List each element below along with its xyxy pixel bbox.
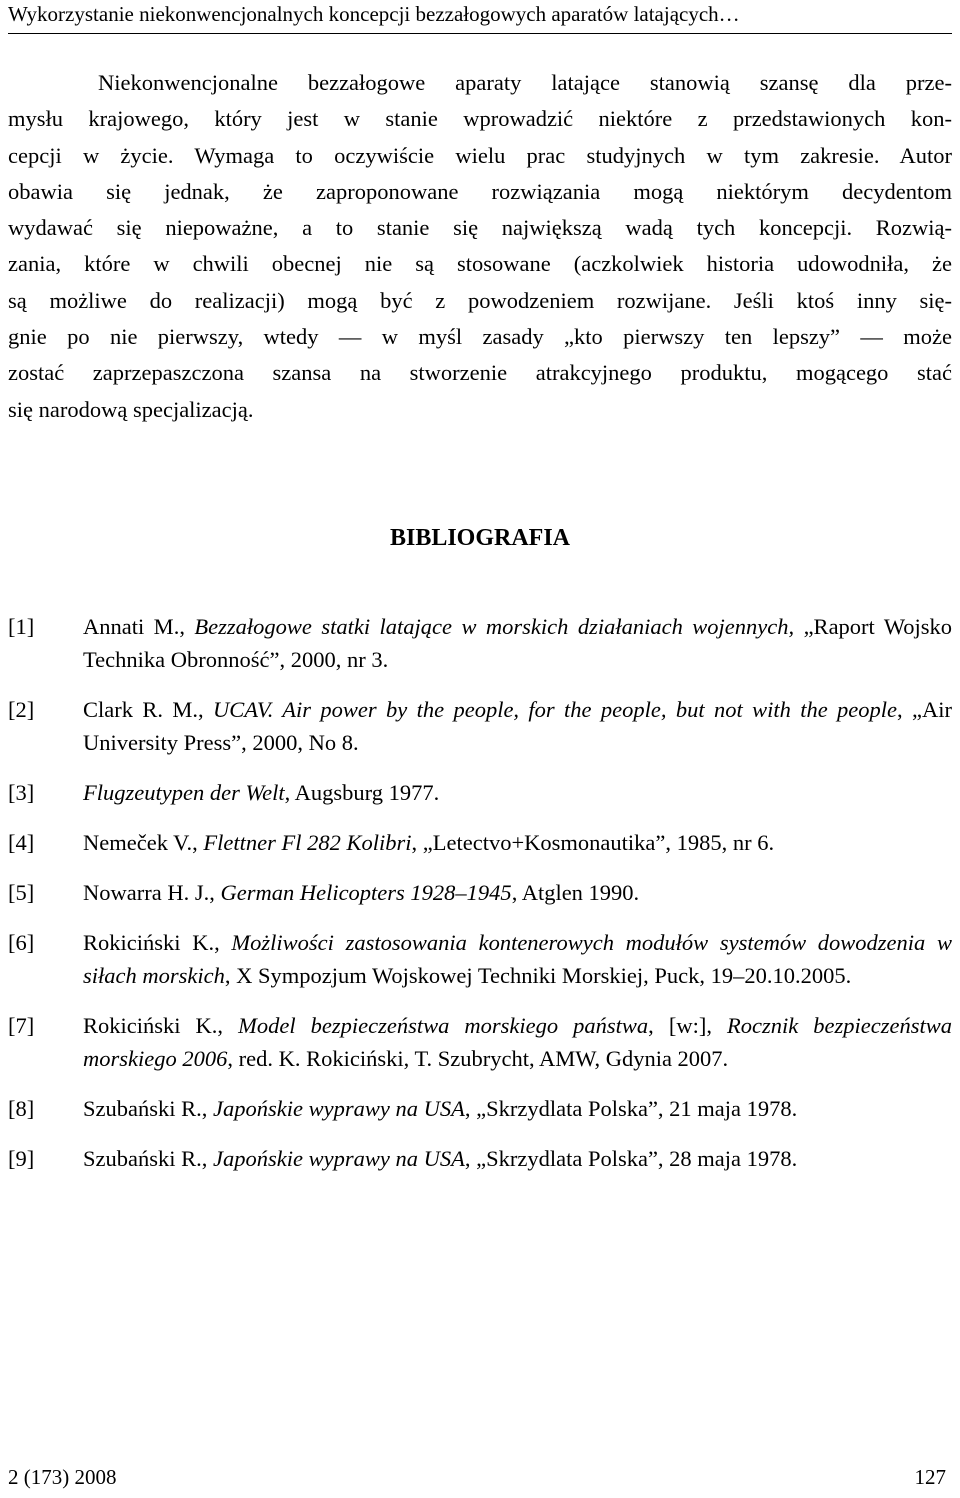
bib-entry: [2] Clark R. M., UCAV. Air power by the people, for the people, but not with the people, „Air University Press”, 2000, No 8.: [8, 693, 952, 759]
text-line: zania, które w chwili obecnej nie są stosowane (aczkolwiek historia udowodniła, że: [8, 251, 952, 277]
running-header: [8, 0, 952, 34]
text-line: gnie po nie pierwszy, wtedy — w myśl zasady „kto pierwszy ten lepszy” — może: [8, 324, 952, 350]
bib-author: Nemeček V.: [83, 830, 193, 855]
bib-author: Annati M.: [83, 614, 180, 639]
bib-title: Flettner Fl 282 Kolibri: [203, 830, 412, 855]
bib-title: UCAV. Air power by the people, for the people, but not with the people: [212, 697, 898, 722]
bib-number: [2]: [8, 697, 35, 722]
bib-number: [3]: [8, 780, 35, 805]
body-paragraph: [8, 65, 952, 428]
bib-author: Szubański R.: [83, 1146, 202, 1171]
bib-title: Japońskie wyprawy na USA: [213, 1146, 465, 1171]
bib-number: [9]: [8, 1146, 35, 1171]
bib-details: , „Skrzydlata Polska”, 28 maja 1978.: [464, 1146, 798, 1171]
bib-title: Model bezpieczeństwa morskiego państwa: [238, 1013, 649, 1038]
bib-entry: [5] Nowarra H. J., German Helicopters 1928–1945, Atglen 1990.: [8, 876, 952, 909]
issue-number: 2 (173) 2008: [8, 1465, 117, 1489]
text-line: obawia się jednak, że zaproponowane rozwiązania mogą niektórym decydentom: [8, 178, 952, 204]
bib-entry: [1] Annati M., Bezzałogowe statki latające w morskich działaniach wojennych, „Raport Wojsko Technika Obronność”, 2000, nr 3.: [8, 610, 952, 676]
bib-details: , Atglen 1990.: [511, 880, 640, 905]
bib-details: , red. K. Rokiciński, T. Szubrycht, AMW, Gdynia 2007.: [227, 1046, 729, 1071]
page-number: 127: [914, 1465, 946, 1489]
bib-author: Clark R. M.: [83, 697, 198, 722]
bib-author: Rokiciński K.: [83, 1013, 218, 1038]
bib-title: Bezzałogowe statki latające w morskich działaniach wojennych,: [194, 614, 795, 639]
bib-entry: [8, 776, 952, 809]
bib-number: [6]: [8, 930, 35, 955]
bib-entry: [7] Rokiciński K., Model bezpieczeństwa morskiego państwa, [w:], Rocznik bezpieczeństwa morskiego 2006, red. K. Rokiciński, T. Szubrycht, AMW, Gdynia 2007.: [8, 1009, 952, 1075]
bib-entry: [8] Szubański R., Japońskie wyprawy na USA, „Skrzydlata Polska”, 21 maja 1978.: [8, 1092, 952, 1125]
bib-details: , X Sympozjum Wojskowej Techniki Morskiej, Puck, 19–20.10.2005.: [224, 963, 852, 988]
text-line: Niekonwencjonalne bezzałogowe aparaty latające stanowią szansę dla prze-: [98, 70, 952, 95]
text-line: się narodową specjalizacją.: [8, 396, 254, 422]
bib-number: [4]: [8, 830, 35, 855]
bib-number: [7]: [8, 1013, 35, 1038]
bib-title: Rocznik bezpieczeństwa morskiego 2006: [83, 1013, 952, 1071]
bib-details: , „Letectvo+Kosmonautika”, 1985, nr 6.: [411, 830, 775, 855]
bib-title: Flugzeutypen der Welt: [83, 780, 285, 805]
bib-entry: [4] Nemeček V., Flettner Fl 282 Kolibri, „Letectvo+Kosmonautika”, 1985, nr 6.: [8, 826, 952, 859]
bib-details: , [w:],: [648, 1013, 727, 1038]
bib-entry: [6] Rokiciński K., Możliwości zastosowania kontenerowych modułów systemów dowodzenia w siłach morskich, X Sympozjum Wojskowej Techniki Morskiej, Puck, 19–20.10.2005.: [8, 926, 952, 992]
bib-title: German Helicopters 1928–1945: [220, 880, 512, 905]
bib-title: Japońskie wyprawy na USA: [213, 1096, 465, 1121]
text-line: mysłu krajowego, który jest w stanie wprowadzić niektóre z przedstawionych kon-: [8, 106, 952, 132]
bib-details: „Raport Wojsko Technika Obronność”, 2000, nr 3.: [83, 614, 953, 672]
bib-number: [5]: [8, 880, 35, 905]
bib-details: , Augsburg 1977.: [284, 780, 440, 805]
bibliography-list: [8, 610, 952, 1192]
bib-title: Możliwości zastosowania kontenerowych modułów systemów dowodzenia w siłach morskich: [83, 930, 952, 988]
bib-number: [1]: [8, 614, 35, 639]
bib-number: [8]: [8, 1096, 35, 1121]
text-line: są możliwe do realizacji) mogą być z powodzeniem rozwijane. Jeśli ktoś inny się-: [8, 287, 952, 313]
text-line: cepcji w życie. Wymaga to oczywiście wielu prac studyjnych w tym zakresie. Autor: [8, 142, 952, 168]
running-title: Wykorzystanie niekonwencjonalnych koncepcji bezzałogowych aparatów latających…: [8, 2, 740, 26]
text-line: wydawać się niepoważne, a to stanie się największą wadą tych koncepcji. Rozwią-: [8, 215, 952, 241]
bibliography-heading: BIBLIOGRAFIA: [389, 525, 571, 551]
bib-details: , „Air University Press”, 2000, No 8.: [83, 697, 952, 755]
bib-author: Szubański R.: [83, 1096, 202, 1121]
text-line: zostać zaprzepaszczona szansa na stworzenie atrakcyjnego produktu, mogącego stać: [8, 360, 952, 386]
bib-author: Rokiciński K.: [83, 930, 215, 955]
bib-author: Nowarra H. J.: [83, 880, 210, 905]
bib-details: , „Skrzydlata Polska”, 21 maja 1978.: [464, 1096, 798, 1121]
bib-entry: [9] Szubański R., Japońskie wyprawy na USA, „Skrzydlata Polska”, 28 maja 1978.: [8, 1142, 952, 1175]
